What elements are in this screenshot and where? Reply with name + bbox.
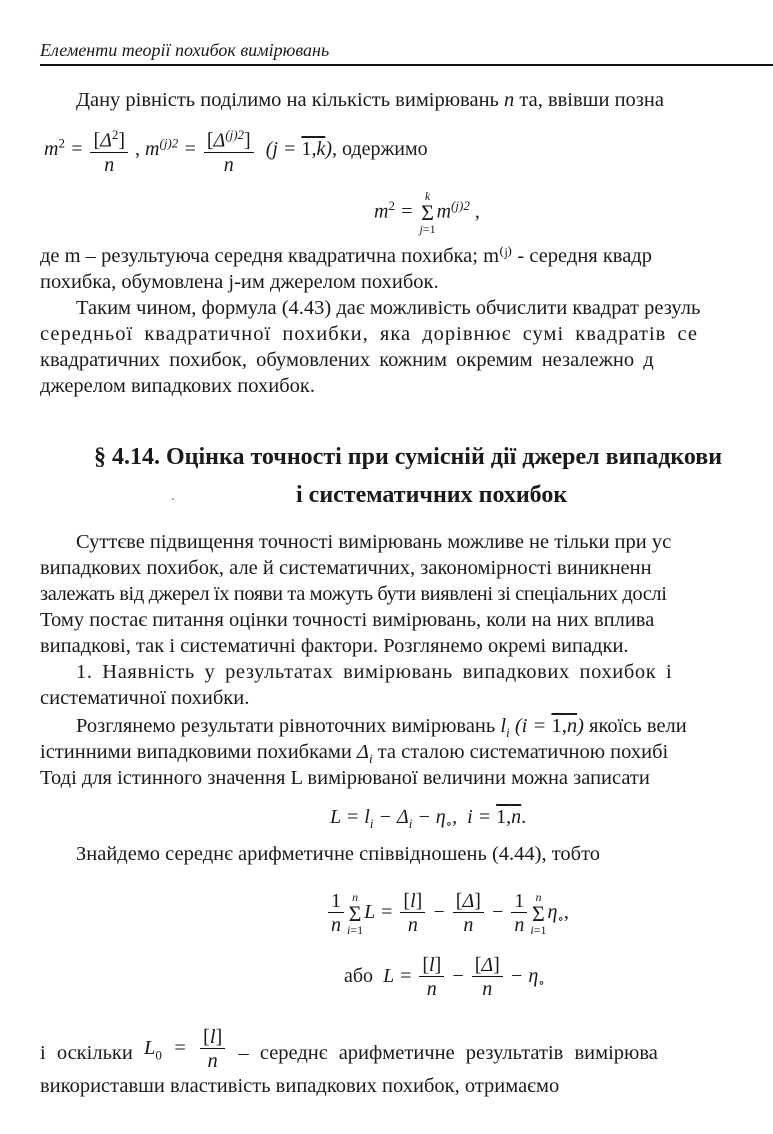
paragraph6-line1-head: Розглянемо результати рівноточних вимірювань xyxy=(76,715,496,737)
paragraph5-line2: систематичної похибки. xyxy=(40,687,250,709)
paragraph6-line1-tail: якоїсь вели xyxy=(589,715,687,737)
sum-operator: k Σ j=1 xyxy=(419,189,436,236)
paragraph4-line2: випадкових похибок, але й систематичних, закономірності виникненн xyxy=(40,557,652,579)
paragraph3-line2 xyxy=(40,322,773,346)
paragraph1-tail: та, ввівши позна xyxy=(519,89,664,111)
paragraph8-line1 xyxy=(40,1026,658,1073)
inline-formula-delta-i: $\Delta_i$ xyxy=(356,741,373,767)
inline-formula-L0: $L_0$ = $\frac{[l]}{n}$ xyxy=(144,1026,227,1073)
fraction-delta-j-sq: $\frac{[\Delta^{(j)2}]}{n}$ xyxy=(204,124,254,177)
running-header: Елементи теорії похибок вимірювань xyxy=(40,40,330,60)
scan-speck xyxy=(172,498,174,500)
formula-4-44: $L = l_i - \Delta_i - \eta_\circ$, i = 1,n. xyxy=(330,806,527,831)
formula-sum-squares: $m^2$ = k Σ j=1 $m^{(j)2}$ , xyxy=(374,189,480,236)
paragraph4-line5: випадкові, так і систематичні фактори. Розглянемо окремі випадки. xyxy=(40,635,629,657)
paragraph8-line1-head: і оскільки xyxy=(40,1042,133,1065)
paragraph3-line4: джерелом випадкових похибок. xyxy=(40,375,315,397)
paragraph8-line2: використавши властивість випадкових похибок, отримаємо xyxy=(40,1075,560,1097)
formula-comma: , xyxy=(474,200,480,223)
paragraph3-line3: квадратичних похибок, обумовлених кожним окремим незалежно д xyxy=(40,349,654,371)
paragraph4-line4: Тому постає питання оцінки точності вимірювань, коли на них вплива xyxy=(40,609,655,631)
fraction-delta-sq: $\frac{[\Delta^2]}{n}$ xyxy=(90,124,128,177)
paragraph6-line3: Тоді для істинного значення L вимірюваної величини можна записати xyxy=(40,767,650,789)
paragraph7-line1: Знайдемо середнє арифметичне співвідношень (4.44), тобто xyxy=(76,843,601,865)
section-title-line2: і систематичних похибок xyxy=(296,482,568,508)
paragraph2-line1: де m – результуюча середня квадратична похибка; m⁽ʲ⁾ - середня квадр xyxy=(40,245,652,267)
paragraph3-line1: Таким чином, формула (4.43) дає можливість обчислити квадрат резуль xyxy=(76,297,701,319)
paragraph1-line1 xyxy=(76,88,664,112)
paragraph6-line2-tail: та сталою систематичною похибі xyxy=(377,741,669,763)
paragraph4-line3: залежать від джерел їх появи та можуть бути виявлені зі спеціальних дослі xyxy=(40,583,667,605)
paragraph5-line1: 1. Наявність у результатах вимірювань випадкових похибок і xyxy=(76,661,673,683)
inline-formula-li: $l_i$ (i = 1,n) xyxy=(500,715,584,741)
paragraph1-var-n: n xyxy=(504,89,515,111)
formula-mean-sum: $\frac{1}{n}$ n Σ i=1 L = $\frac{[l]}{n}$ − $\frac{[\Delta]}{n}$ − $\frac{1}{n}$ n Σ i=1 $\eta_\circ$, xyxy=(326,890,569,937)
header-rule xyxy=(40,64,773,66)
formula-conjunction: , одержимо xyxy=(332,137,428,160)
paragraph3-line2-text: середньої квадратичної похибки, яка дорівнює сумі квадратів се xyxy=(40,323,698,345)
formula-L-result: або L = $\frac{[l]}{n}$ − $\frac{[\Delta]}{n}$ − $\eta_\circ$ xyxy=(344,954,545,1000)
paragraph8-line1-tail: – середнє арифметичне результатів вимірюва xyxy=(238,1042,658,1065)
section-title-line1: § 4.14. Оцінка точності при сумісній дії джерел випадкови xyxy=(94,444,723,470)
paragraph2-line2: похибка, обумовлена j-им джерелом похибок. xyxy=(40,271,439,293)
formula-definitions: $m^2$ = $\frac{[\Delta^2]}{n}$ , $m^{(j)2}$ = $\frac{[\Delta^{(j)2}]}{n}$ (j = 1,k), одержимо xyxy=(44,124,428,177)
paragraph6-line2-head: істинними випадковими похибками xyxy=(40,741,352,763)
paragraph1-text: Дану рівність поділимо на кількість вимірювань xyxy=(76,89,499,111)
paragraph4-line1: Суттєве підвищення точності вимірювань можливе не тільки при ус xyxy=(76,531,672,553)
abo-word: або xyxy=(344,965,374,988)
